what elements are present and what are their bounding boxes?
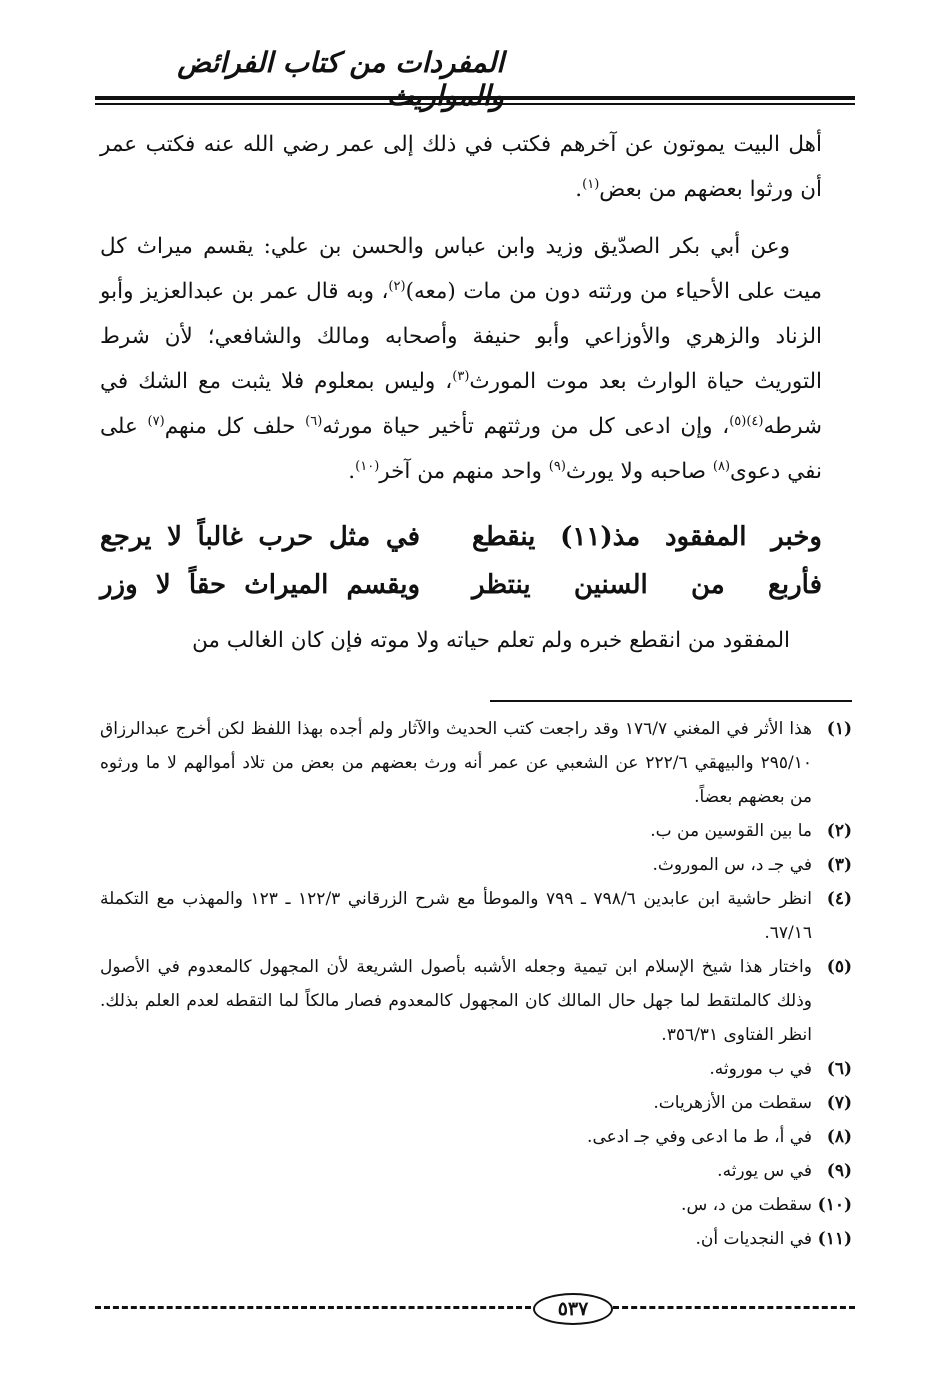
footnote-text: في أ، ط ما ادعى وفي جـ ادعى. (587, 1127, 812, 1147)
footnote-text: في ب موروثه. (709, 1059, 812, 1079)
footnote (100, 1120, 852, 1154)
paragraph-3: المفقود من انقطع خبره ولم تعلم حياته ولا موته فإن كان الغالب من (192, 628, 790, 653)
footnote-number: (٥) (826, 957, 852, 977)
footnote-text: سقطت من الأزهريات. (653, 1093, 812, 1113)
footnote-ref: (٧) (147, 413, 165, 429)
poem-line-1-second-hemistich: في مثل حرب غالباً لا يرجع (100, 522, 420, 552)
poem-line-1-first-hemistich: وخبر المفقود مذ(١١) ينقطع (472, 522, 822, 552)
footnotes (100, 712, 852, 1256)
footnote (100, 950, 852, 1052)
footnote-text: هذا الأثر في المغني ١٧٦/٧ وقد راجعت كتب الحديث والآثار ولم أجده بهذا اللفظ لكن أخرج عبدالرزاق ٢٩٥/١٠ والبيهقي ٢٢٢/٦ عن الشعبي عن عمر أنه ورث بعضهم من بعض من تلاد أموالهم لا ما ورثوه من بعضهم بعضاً. (100, 719, 812, 807)
paragraph-2-text: ، وبه قال عمر بن عبدالعزيز وأبو الزناد والزهري والأوزاعي وأبو حنيفة وأصحابه ومالك والشافعي؛ لأن شرط التوريث حياة الوارث بعد موت المورث (100, 279, 822, 394)
footnote (100, 1086, 852, 1120)
paragraph-2-text: وعن أبي بكر الصدّيق وزيد وابن عباس والحسن بن علي: يقسم ميراث كل ميت على الأحياء من ورثته دون من مات (معه) (100, 234, 822, 304)
paragraph-1-end: . (575, 177, 583, 202)
poem-line-2 (100, 570, 822, 618)
footnote-text: واختار هذا شيخ الإسلام ابن تيمية وجعله الأشبه بأصول الشريعة لأن المجهول كالمعدوم في الأصول وذلك كالملتقط لما جهل حال المالك كان المجهول كالمعدوم فصار مالكاً لما التقطه لعدم العلم بذلك. انظر الفتاوى ٣٥٦/٣١. (100, 957, 812, 1045)
footnote (100, 1188, 852, 1222)
paragraph-2-text: واحد منهم من آخر (379, 459, 549, 484)
paragraph-1 (100, 122, 822, 212)
footnote-ref: (٦) (305, 413, 323, 429)
running-header-title: المفردات من كتاب الفرائض (177, 46, 504, 79)
footnote-ref: (٩) (548, 458, 566, 474)
paragraph-2-text: حلف كل منهم (164, 414, 306, 439)
footnote (100, 712, 852, 814)
footnote (100, 882, 852, 950)
main-text (100, 122, 822, 506)
paragraph-2-text: صاحبه ولا يورث (565, 459, 713, 484)
footnote-text: في جـ د، س الموروث. (652, 855, 812, 875)
footnote-number: (٩) (826, 1161, 852, 1181)
paragraph-2 (100, 224, 822, 494)
footnote-ref: (٢) (388, 278, 406, 294)
footnote-number: (١١) (817, 1229, 852, 1249)
header-rule-thin (95, 103, 855, 105)
footnote-ref: (١) (582, 176, 600, 192)
paragraph-2-text: ، وليس بمعلوم فلا يثبت مع الشك في شرطه (100, 369, 822, 439)
paragraph-2-text: على نفي دعوى (100, 414, 822, 484)
page-footer (95, 1293, 855, 1323)
footnote-text: ما بين القوسين من ب. (650, 821, 812, 841)
footnote-number: (٣) (826, 855, 852, 875)
footnote-number: (٤) (826, 889, 852, 909)
poem-line-2-first-hemistich: فأربع من السنين ينتظر (472, 570, 822, 600)
footnote-number: (٦) (826, 1059, 852, 1079)
footnote-number: (٢) (826, 821, 852, 841)
poem-line-1 (100, 522, 822, 570)
footnote (100, 848, 852, 882)
footnote-ref: (١٠) (355, 458, 380, 474)
paragraph-2-text: ، وإن ادعى كل من ورثتهم تأخير حياة مورثه (322, 414, 730, 439)
footnote-separator (490, 700, 852, 702)
poem-verses (100, 522, 822, 618)
footnote (100, 1222, 852, 1256)
poem-line-2-second-hemistich: ويقسم الميراث حقاً لا وزر (100, 570, 420, 600)
footnote (100, 1154, 852, 1188)
footnote-text: انظر حاشية ابن عابدين ٧٩٨/٦ ـ ٧٩٩ والموطأ مع شرح الزرقاني ١٢٢/٣ ـ ١٢٣ والمهذب مع التكملة ٦٧/١٦. (100, 889, 813, 943)
paragraph-1-text: أهل البيت يموتون عن آخرهم فكتب في ذلك إلى عمر رضي الله عنه فكتب عمر أن ورثوا بعضهم من بعض (100, 132, 822, 202)
page-number: ٥٣٧ (533, 1293, 613, 1325)
footnote-text: سقطت من د، س. (681, 1195, 812, 1215)
footnote-number: (٨) (826, 1127, 852, 1147)
footer-dashed-rule-left (95, 1306, 531, 1309)
footnote-ref: (٣) (452, 368, 470, 384)
footnote (100, 814, 852, 848)
footer-dashed-rule-right (613, 1306, 855, 1309)
footnote-text: في س يورثه. (717, 1161, 812, 1181)
footnote-text: في النجديات أن. (695, 1229, 812, 1249)
footnote-ref: (٤)(٥) (729, 413, 764, 429)
header-rule-thick (95, 96, 855, 100)
footnote (100, 1052, 852, 1086)
footnote-ref: (٨) (712, 458, 731, 474)
paragraph-2-end: . (348, 459, 356, 484)
footnote-number: (١٠) (817, 1195, 852, 1215)
footnote-number: (٧) (826, 1093, 852, 1113)
footnote-number: (١) (826, 719, 852, 739)
